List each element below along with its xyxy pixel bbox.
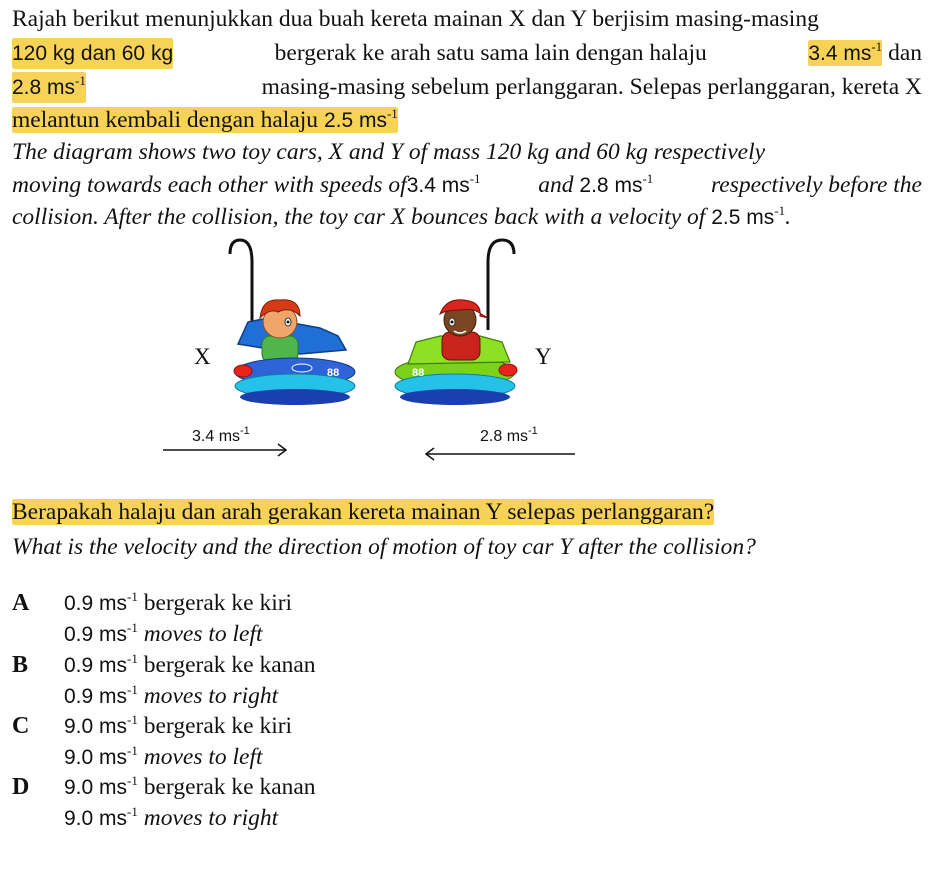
intro-malay-line-3 <box>12 72 922 103</box>
car-y <box>395 240 517 405</box>
car-y-speed-label: 2.8 $ms^{-1}$ <box>480 425 538 445</box>
option-c-english[interactable]: 9.0 $ms^{-1}$ moves to left <box>64 743 263 770</box>
option-c-letter[interactable]: C <box>12 713 30 739</box>
car-y-label: Y <box>535 344 552 369</box>
car-y-pole <box>488 240 514 330</box>
mass-highlight: 120 kg dan 60 kg <box>12 38 173 69</box>
option-d-letter[interactable]: D <box>12 774 30 800</box>
question-malay: Berapakah halaju dan arah gerakan kereta mainan Y selepas perlanggaran? <box>12 499 715 525</box>
option-a-malay[interactable]: 0.9 $ms^{-1}$ bergerak ke kiri <box>64 589 293 616</box>
car-x-speed-label: 3.4 $ms^{-1}$ <box>192 425 250 445</box>
intro-malay-text-3: masing-masing sebelum perlanggaran. Selepas perlanggaran, kereta X <box>261 74 922 100</box>
question-english: What is the velocity and the direction of motion of toy car Y after the collision? <box>12 534 756 560</box>
bumper-cars-diagram <box>150 232 590 468</box>
intro-malay-text-2: bergerak ke arah satu sama lain dengan halaju <box>274 40 707 66</box>
car-x-bumper <box>234 365 252 377</box>
intro-malay-line-4 <box>12 105 398 136</box>
option-d-english[interactable]: 9.0 $ms^{-1}$ moves to right <box>64 804 279 831</box>
car-x <box>230 240 355 405</box>
option-a-english[interactable]: 0.9 $ms^{-1}$ moves to left <box>64 620 263 647</box>
svg-text:88: 88 <box>327 367 340 379</box>
intro-english-line-1: The diagram shows two toy cars, X and Y of mass 120 kg and 60 kg respectively <box>12 139 766 165</box>
intro-english-line-2: moving towards each other with speeds of3.4 $ms^{-1}$ and 2.8 $ms^{-1}$ respectively before the <box>12 171 922 198</box>
option-b-english[interactable]: 0.9 $ms^{-1}$ moves to right <box>64 682 279 709</box>
car-y-bumper <box>499 364 517 376</box>
intro-english-line-3: collision. After the collision, the toy car X bounces back with a velocity of 2.5 $ms^{-1}$. <box>12 203 791 230</box>
car-y-base <box>400 389 510 405</box>
intro-malay-line-1 <box>12 4 922 34</box>
speed-x-malay: 3.4 $ms^{-1}$ dan <box>808 39 922 66</box>
option-d-malay[interactable]: 9.0 $ms^{-1}$ bergerak ke kanan <box>64 773 316 800</box>
option-b-letter[interactable]: B <box>12 652 29 678</box>
option-c-malay[interactable]: 9.0 $ms^{-1}$ bergerak ke kiri <box>64 712 293 739</box>
bounce-highlight: melantun kembali dengan halaju 2.5 $ms^{-1}$ <box>12 106 398 133</box>
car-x-base <box>240 389 350 405</box>
intro-malay-line-2 <box>12 38 922 69</box>
svg-text:88: 88 <box>412 367 425 379</box>
speed-y-malay: 2.8 $ms^{-1}$ <box>12 72 86 103</box>
intro-malay-text-1: Rajah berikut menunjukkan dua buah kereta mainan X dan Y berjisim masing-masing <box>12 6 819 32</box>
option-a-letter[interactable]: A <box>12 590 30 616</box>
option-b-malay[interactable]: 0.9 $ms^{-1}$ bergerak ke kanan <box>64 651 316 678</box>
car-x-label: X <box>194 344 211 369</box>
